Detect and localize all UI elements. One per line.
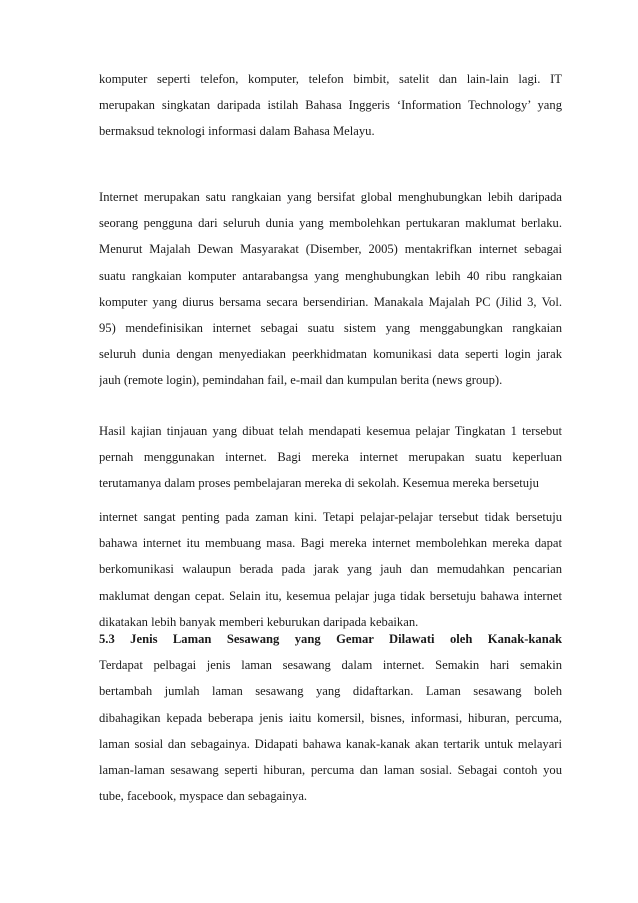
paragraph-internet-definition xyxy=(99,184,562,394)
text-line: laman-laman sesawang seperti hiburan, percuma dan laman sosial. Sebagai contoh you xyxy=(99,762,562,777)
text-line: pernah menggunakan internet. Bagi mereka internet merupakan suatu keperluan xyxy=(99,450,562,465)
text-line: bermaksud teknologi informasi dalam Bahasa Melayu. xyxy=(99,124,375,139)
text-line: terutamanya dalam proses pembelajaran mereka di sekolah. Kesemua mereka bersetuju xyxy=(99,476,539,491)
text-line: seluruh dunia dengan menyediakan peerkhidmatan komunikasi data seperti login jarak xyxy=(99,347,562,362)
text-line: jauh (remote login), pemindahan fail, e-mail dan kumpulan berita (news group). xyxy=(99,373,503,388)
paragraph-it-definition xyxy=(99,66,562,145)
text-line: maklumat dengan cepat. Selain itu, kesemua pelajar juga tidak bersetuju bahawa internet xyxy=(99,588,562,603)
text-line: laman sosial dan sebagainya. Didapati bahawa kanak-kanak akan tertarik untuk melayari xyxy=(99,736,562,751)
text-line: berkomunikasi walaupun berada pada jarak yang jauh dan memudahkan pencarian xyxy=(99,562,562,577)
text-line: 95) mendefinisikan internet sebagai suatu sistem yang menggabungkan rangkaian xyxy=(99,320,562,335)
text-line: internet sangat penting pada zaman kini. Tetapi pelajar-pelajar tersebut tidak bersetuju xyxy=(99,510,562,524)
text-line: tube, facebook, myspace dan sebagainya. xyxy=(99,789,308,804)
paragraph-survey-continued xyxy=(99,504,562,635)
text-line: Internet merupakan satu rangkaian yang bersifat global menghubungkan lebih daripada xyxy=(99,190,562,204)
paragraph-survey-results xyxy=(99,418,562,497)
text-line: bahawa internet itu membuang masa. Bagi mereka internet membolehkan mereka dapat xyxy=(99,536,562,551)
text-line: Hasil kajian tinjauan yang dibuat telah mendapati kesemua pelajar Tingkatan 1 tersebut xyxy=(99,424,562,438)
text-line: bertambah jumlah laman sesawang yang didaftarkan. Laman sesawang boleh xyxy=(99,684,562,699)
text-line: seorang pengguna dari seluruh dunia yang membolehkan pertukaran maklumat berlaku. xyxy=(99,216,562,231)
text-line: dikatakan lebih banyak memberi keburukan daripada kebaikan. xyxy=(99,614,419,629)
text-line: Terdapat pelbagai jenis laman sesawang dalam internet. Semakin hari semakin xyxy=(99,658,562,673)
text-line: komputer seperti telefon, komputer, telefon bimbit, satelit dan lain-lain lagi. IT xyxy=(99,72,562,86)
section-5-3 xyxy=(99,626,562,809)
section-heading: 5.3 Jenis Laman Sesawang yang Gemar Dilawati oleh Kanak-kanak xyxy=(99,632,562,646)
text-line: suatu rangkaian komputer antarabangsa yang menghubungkan lebih 40 ribu rangkaian xyxy=(99,268,562,283)
text-line: merupakan singkatan daripada istilah Bahasa Inggeris ‘Information Technology’ yang xyxy=(99,98,562,113)
text-line: komputer yang diurus bersama secara bersendirian. Manakala Majalah PC (Jilid 3, Vol. xyxy=(99,294,562,309)
text-line: dibahagikan kepada beberapa jenis iaitu komersil, bisnes, informasi, hiburan, percuma, xyxy=(99,710,562,725)
text-line: Menurut Majalah Dewan Masyarakat (Disember, 2005) mentakrifkan internet sebagai xyxy=(99,242,562,257)
